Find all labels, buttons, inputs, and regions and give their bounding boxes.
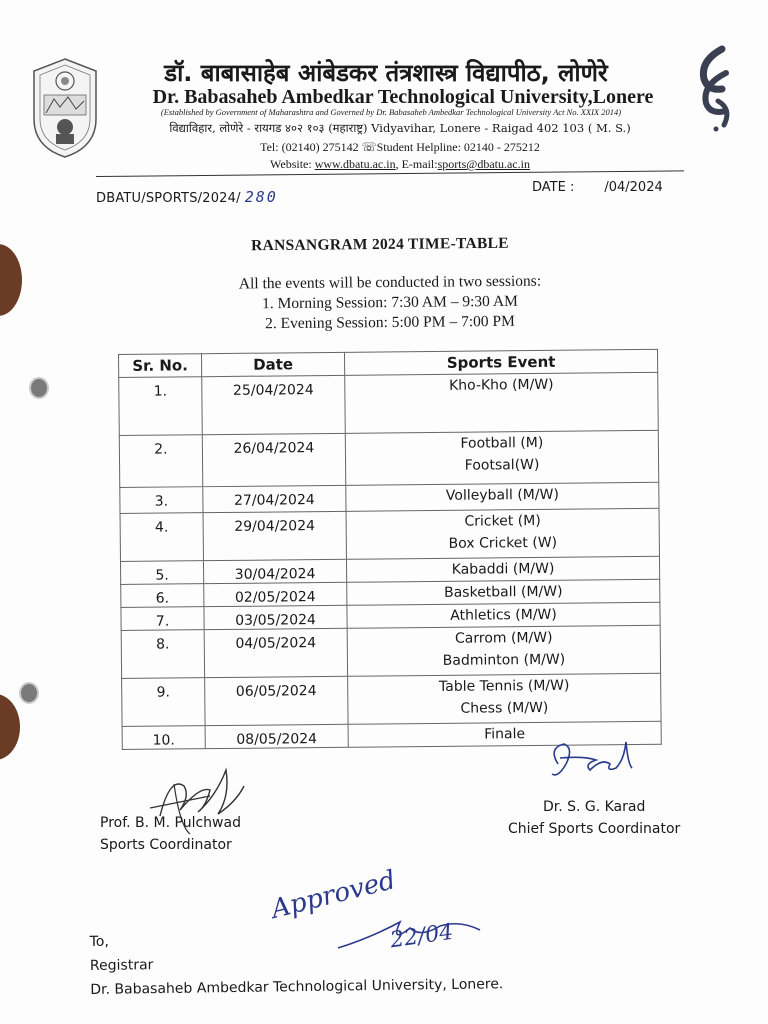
- cell-sports-event: [347, 579, 660, 605]
- reference-number: [96, 188, 278, 206]
- cell-sr-no: 6.: [121, 584, 204, 608]
- event-name: Athletics (M/W): [450, 606, 557, 624]
- cell-sr-no: 10.: [122, 726, 205, 750]
- event-name: Table Tennis (M/W): [438, 677, 570, 695]
- event-name: Cricket (M): [464, 512, 541, 530]
- cell-date: 30/04/2024: [203, 559, 346, 583]
- document-date: [532, 180, 663, 195]
- cell-date: 04/05/2024: [204, 628, 347, 677]
- table-row: [121, 625, 660, 678]
- recipient-role: Registrar: [89, 957, 154, 974]
- contact-telephone: Tel: (02140) 275142 ☏Student Helpline: 02140 - 275212: [260, 140, 540, 154]
- university-name-marathi: डॉ. बाबासाहेब आंबेडकर तंत्रशास्त्र विद्यापीठ, लोणेरे: [164, 59, 608, 87]
- signatory-right-name: Dr. S. G. Karad: [542, 799, 646, 815]
- date-label: DATE :: [532, 180, 575, 195]
- finger-bottom: [0, 694, 20, 760]
- signatory-left-name: Prof. B. M. Pulchwad: [100, 815, 241, 831]
- evening-session: 2. Evening Session: 5:00 PM – 7:00 PM: [265, 312, 515, 333]
- punch-hole-top: [29, 377, 49, 399]
- approval-date: 22/04: [388, 919, 455, 954]
- cell-sports-event: [347, 602, 660, 628]
- cell-date: 25/04/2024: [202, 375, 346, 434]
- date-value: /04/2024: [604, 180, 663, 195]
- table-row: [120, 508, 659, 561]
- event-name: Footsal(W): [464, 456, 540, 474]
- email-label: , E-mail:: [395, 157, 438, 171]
- header-sr-no: Sr. No.: [119, 354, 202, 378]
- cell-date: 03/05/2024: [204, 605, 347, 629]
- university-name-english: Dr. Babasaheb Ambedkar Technological University,Lonere: [152, 86, 654, 108]
- website-label: Website:: [270, 157, 315, 171]
- cell-sr-no: 1.: [119, 377, 203, 436]
- approval-handwritten-note: Approved: [268, 865, 399, 925]
- cell-sports-event: [348, 673, 661, 724]
- cell-sr-no: 9.: [122, 678, 205, 727]
- cell-date: 06/05/2024: [205, 676, 348, 725]
- signatory-left-title: Sports Coordinator: [100, 837, 232, 853]
- cell-sr-no: 3.: [120, 487, 203, 514]
- table-row: [119, 430, 658, 487]
- recipient-organization: Dr. Babasaheb Ambedkar Technological University, Lonere.: [90, 976, 504, 998]
- cell-sports-event: [346, 508, 659, 559]
- contact-web: [200, 157, 600, 172]
- event-name: Kabaddi (M/W): [451, 560, 555, 578]
- morning-session: 1. Morning Session: 7:30 AM – 9:30 AM: [262, 292, 518, 313]
- cell-sports-event: [346, 482, 659, 511]
- event-name: Box Cricket (W): [448, 534, 558, 552]
- reference-prefix: DBATU/SPORTS/2024/: [96, 191, 241, 206]
- event-name: Basketball (M/W): [443, 583, 563, 601]
- cell-sports-event: [346, 556, 659, 582]
- header-sports-event: Sports Event: [344, 349, 657, 375]
- cell-sports-event: [345, 430, 658, 485]
- cell-sr-no: 8.: [121, 630, 204, 679]
- cell-date: 27/04/2024: [203, 485, 346, 512]
- cell-sr-no: 4.: [120, 513, 203, 562]
- reference-handwritten-number: 280: [244, 188, 278, 206]
- timetable: [118, 349, 662, 750]
- cell-sr-no: 7.: [121, 607, 204, 631]
- event-name: Chess (M/W): [460, 699, 549, 717]
- cell-date: 02/05/2024: [204, 582, 347, 606]
- event-name: Kho-Kho (M/W): [448, 376, 554, 394]
- table-row: [119, 372, 659, 435]
- swirl-emblem-logo: [692, 45, 738, 133]
- timetable-title: RANSANGRAM 2024 TIME-TABLE: [250, 234, 509, 255]
- cell-sr-no: 2.: [119, 435, 202, 488]
- signatory-left: [100, 812, 241, 856]
- establishment-note: (Established by Government of Maharashtra and Governed by Dr. Babasaheb Ambedkar Technological University Act No. XXIX 2014): [160, 107, 622, 117]
- signature-karad: [544, 734, 644, 794]
- website-link[interactable]: www.dbatu.ac.in: [314, 157, 396, 171]
- cell-sr-no: 5.: [120, 561, 203, 585]
- event-name: Volleyball (M/W): [445, 486, 559, 504]
- university-address: विद्याविहार, लोणेरे - रायगड ४०२ १०३ (महाराष्ट्र) Vidyavihar, Lonere - Raigad 402 103 ( M. S.): [169, 121, 631, 135]
- cell-date: 29/04/2024: [203, 511, 346, 560]
- cell-sports-event: [347, 625, 660, 676]
- cell-date: 26/04/2024: [202, 433, 345, 486]
- event-name: Badminton (M/W): [442, 651, 566, 669]
- header-date: Date: [202, 352, 345, 376]
- email-link[interactable]: sports@dbatu.ac.in: [437, 157, 530, 171]
- event-name: Carrom (M/W): [454, 629, 553, 647]
- signatory-right: [508, 796, 680, 840]
- cell-date: 08/05/2024: [205, 724, 348, 748]
- sessions-intro: All the events will be conducted in two sessions:: [238, 272, 542, 293]
- university-seal-logo: [30, 57, 100, 159]
- signatory-right-title: Chief Sports Coordinator: [508, 821, 681, 837]
- punch-hole-bottom: [19, 682, 39, 704]
- event-name: Football (M): [460, 434, 544, 452]
- cell-sports-event: [345, 372, 659, 433]
- recipient-block: [89, 924, 503, 1002]
- recipient-to: To,: [89, 933, 109, 951]
- event-name: Finale: [484, 726, 526, 743]
- finger-top: [0, 244, 22, 316]
- timetable-body: [119, 372, 662, 749]
- table-row: [122, 673, 661, 726]
